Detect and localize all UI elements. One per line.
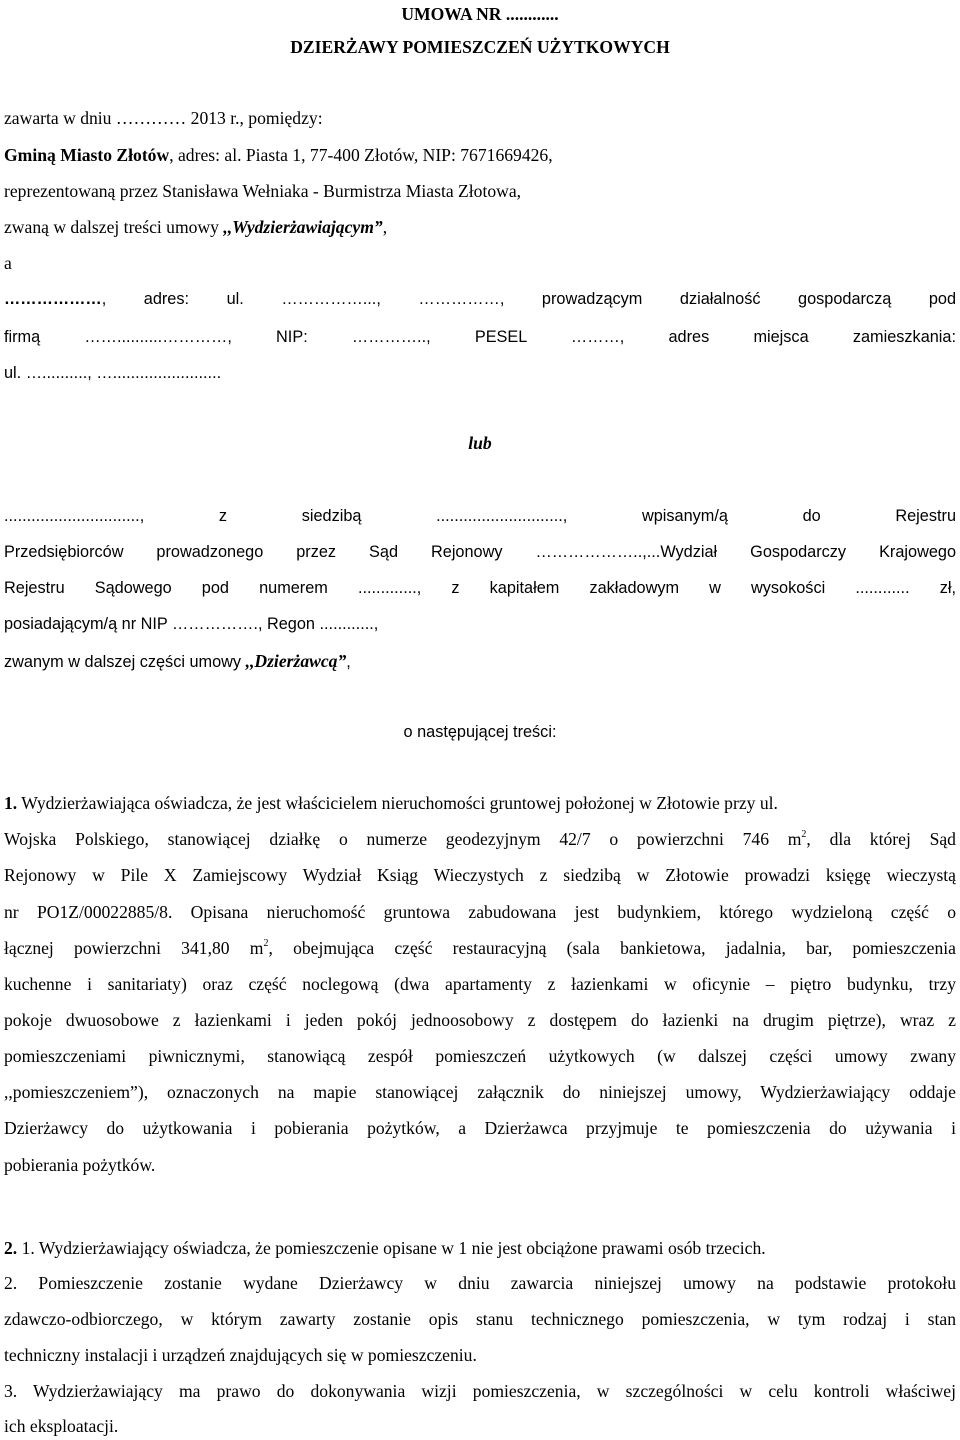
lessor-line (4, 145, 553, 165)
section-2-text-1: 1. Wydzierżawiający oświadcza, że pomieszczenie opisane w 1 nie jest obciążone prawami osób trzecich. (17, 1238, 766, 1258)
area-exponent: 2 (801, 829, 807, 841)
section-1-number: 1. (4, 793, 18, 813)
section-1-line-5 (4, 938, 956, 958)
company-line-1: .............................., z siedzibą ............................, wpisanym/ą do Rejestru (4, 507, 956, 525)
conclusion-date-line: zawarta w dniu ………… 2013 r., pomiędzy: (4, 108, 323, 128)
section-1-text-5a: łącznej powierzchni 341,80 m (4, 938, 264, 958)
section-1-line-11: pobierania pożytków. (4, 1155, 156, 1175)
section-1-text-2a: Wojska Polskiego, stanowiącej działkę o numerze geodezyjnym 42/7 o powierzchni 746 m (4, 829, 802, 849)
tenant-person-line-3: ul. ….........., …........................ (4, 364, 222, 382)
tenant-person-line-2: firmą ……..........…………, NIP: ………….., PESEL ………, adres miejsca zamieszkania: (4, 328, 956, 346)
section-1-text-5b: , obejmująca część restauracyjną (sala bankietowa, jadalnia, bar, pomieszczenia (268, 938, 956, 958)
section-1-line-3: Rejonowy w Pile X Zamiejscowy Wydział Ksiąg Wieczystych z siedzibą w Złotowie prowadzi księgę wieczystą (4, 865, 956, 885)
following-content-heading: o następującej treści: (403, 723, 557, 741)
lessor-called-line (4, 217, 387, 237)
lessor-called-suffix: , (382, 217, 388, 237)
section-1-text-2b: , dla której Sąd (806, 829, 956, 849)
tenant-called-suffix: , (346, 653, 351, 671)
section-2-number: 2. (4, 1238, 18, 1258)
section-2-paragraph-2-line-3: techniczny instalacji i urządzeń znajdujących się w pomieszczeniu. (4, 1345, 477, 1365)
lessor-name: Gminą Miasto Złotów (4, 145, 170, 165)
section-1-line-8: pomieszczeniami piwnicznymi, stanowiącą zespół pomieszczeń użytkowych (w dalszej części umowy zwany (4, 1046, 956, 1066)
section-2-paragraph-3-line-1: 3. Wydzierżawiający ma prawo do dokonywania wizji pomieszczenia, w szczególności w celu kontroli właściwej (4, 1381, 956, 1401)
area-exponent: 2 (263, 938, 269, 950)
tenant-called-line (4, 651, 351, 672)
section-1-text-1: Wydzierżawiająca oświadcza, że jest właścicielem nieruchomości gruntowej położonej w Złotowie przy ul. (17, 793, 778, 813)
section-1-line-2 (4, 829, 956, 849)
contract-type-title: DZIERŻAWY POMIESZCZEŃ UŻYTKOWYCH (290, 37, 670, 57)
section-1-line-6: kuchenne i sanitariaty) oraz część noclegową (dwa apartamenty z łazienkami w oficynie – piętro budynku, trzy (4, 974, 956, 994)
tenant-name-blank: ……………… (4, 290, 102, 308)
section-1-line-7: pokoje dwuosobowe z łazienkami i jeden pokój jednoosobowy z dostępem do łazienki na drugim piętrze), wraz z (4, 1010, 956, 1030)
tenant-person-line-1 (4, 289, 956, 309)
tenant-defined-term: ,,Dzierżawcą” (245, 651, 347, 671)
lessor-defined-term: ,,Wydzierżawiającym” (223, 217, 383, 237)
company-line-3: Rejestru Sądowego pod numerem ............., z kapitałem zakładowym w wysokości ............ zł, (4, 579, 956, 597)
alternative-connector: lub (468, 433, 492, 453)
section-1-line-9: ,,pomieszczeniem”), oznaczonych na mapie stanowiącej załącznik do niniejszej umowy, Wydzierżawiający oddaje (4, 1082, 956, 1102)
section-2-paragraph-1 (4, 1238, 766, 1258)
contract-number-title: UMOWA NR ............ (401, 4, 559, 24)
lessor-address: , adres: al. Piasta 1, 77-400 Złotów, NIP: 7671669426, (169, 145, 553, 165)
company-line-4: posiadającym/ą nr NIP ……………., Regon ............, (4, 615, 379, 633)
and-connector: a (4, 253, 12, 273)
company-line-2: Przedsiębiorców prowadzonego przez Sąd Rejonowy ………………..,...Wydział Gospodarczy Krajowego (4, 543, 956, 561)
section-1-line-10: Dzierżawcy do użytkowania i pobierania pożytków, a Dzierżawca przyjmuje te pomieszczenia do używania i (4, 1118, 956, 1138)
tenant-person-text-1: , adres: ul. ……………..., ……………, prowadzącym działalność gospodarczą pod (101, 290, 956, 308)
section-2-paragraph-2-line-1: 2. Pomieszczenie zostanie wydane Dzierżawcy w dniu zawarcia niniejszej umowy na podstawie protokołu (4, 1273, 956, 1293)
lessor-called-prefix: zwaną w dalszej treści umowy (4, 217, 224, 237)
tenant-called-prefix: zwanym w dalszej części umowy (4, 653, 246, 671)
lessor-representation-line: reprezentowaną przez Stanisława Wełniaka - Burmistrza Miasta Złotowa, (4, 181, 522, 201)
section-2-paragraph-3-line-2: ich eksploatacji. (4, 1416, 119, 1436)
section-1-line-1 (4, 793, 778, 813)
section-1-line-4: nr PO1Z/00022885/8. Opisana nieruchomość gruntowa zabudowana jest budynkiem, którego wydzieloną część o (4, 902, 956, 922)
section-2-paragraph-2-line-2: zdawczo-odbiorczego, w którym zawarty zostanie opis stanu technicznego pomieszczenia, w tym rodzaj i stan (4, 1309, 956, 1329)
